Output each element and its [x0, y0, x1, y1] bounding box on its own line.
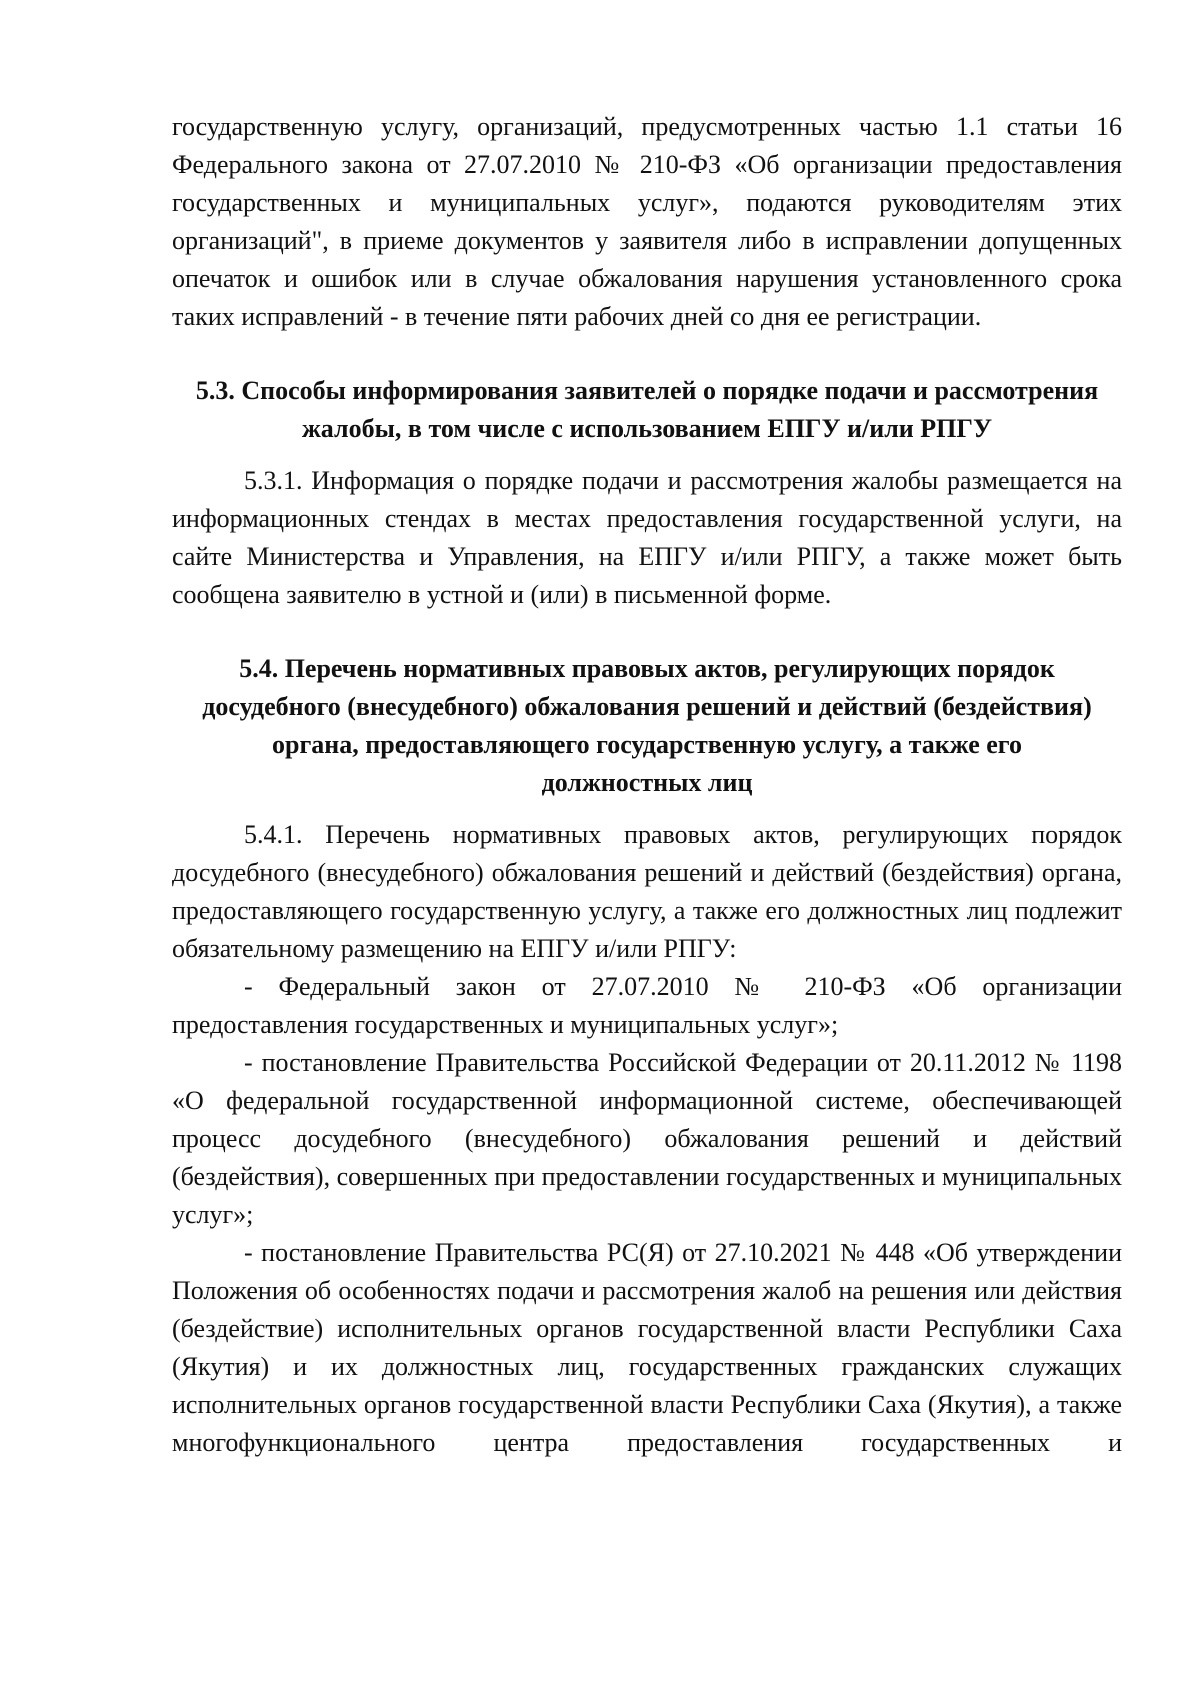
section-heading-5-3: 5.3. Способы информирования заявителей о порядке подачи и рассмотрения жалобы, в том числе с использованием ЕПГУ и/или РПГУ [195, 376, 1099, 443]
paragraph-5-4-1: 5.4.1. Перечень нормативных правовых актов, регулирующих порядок досудебного (внесудебного) обжалования решений и действий (бездействия) органа, предоставляющего государственную услугу, а также его должностных лиц подлежит обязательному размещению на ЕПГУ и/или РПГУ: [172, 820, 1122, 963]
document-page [172, 108, 1122, 1462]
spacer [172, 448, 1122, 462]
spacer [172, 614, 1122, 650]
spacer [172, 802, 1122, 816]
list-item-government-decree: - постановление Правительства Российской Федерации от 20.11.2012 № 1198 «О федеральной государственной информационной системе, обеспечивающей процесс досудебного (внесудебного) обжалования решений и действий (бездействия), совершенных при предоставлении государственных и муниципальных услуг»; [172, 1048, 1122, 1229]
section-heading-5-4: 5.4. Перечень нормативных правовых актов, регулирующих порядок досудебного (внесудебного) обжалования решений и действий (бездействия) органа, предоставляющего государственную услугу, а также его должностных лиц [202, 654, 1092, 797]
list-item-federal-law: - Федеральный закон от 27.07.2010 № 210-ФЗ «Об организации предоставления государственных и муниципальных услуг»; [172, 972, 1122, 1039]
list-item-rs-decree: - постановление Правительства РС(Я) от 27.10.2021 № 448 «Об утверждении Положения об особенностях подачи и рассмотрения жалоб на решения или действия (бездействие) исполнительных органов государственной власти Республики Саха (Якутия) и их должностных лиц, государственных гражданских служащих исполнительных органов государственной власти Республики Саха (Якутия), а также многофункционального центра предоставления государственных и [172, 1238, 1122, 1457]
spacer [172, 336, 1122, 372]
paragraph-5-3-1: 5.3.1. Информация о порядке подачи и рассмотрения жалобы размещается на информационных стендах в местах предоставления государственной услуги, на сайте Министерства и Управления, на ЕПГУ и/или РПГУ, а также может быть сообщена заявителю в устной и (или) в письменной форме. [172, 466, 1122, 609]
paragraph-continuation: государственную услугу, организаций, предусмотренных частью 1.1 статьи 16 Федерального закона от 27.07.2010 № 210-ФЗ «Об организации предоставления государственных и муниципальных услуг», подаются руководителям этих организаций", в приеме документов у заявителя либо в исправлении допущенных опечаток и ошибок или в случае обжалования нарушения установленного срока таких исправлений - в течение пяти рабочих дней со дня ее регистрации. [172, 112, 1122, 331]
